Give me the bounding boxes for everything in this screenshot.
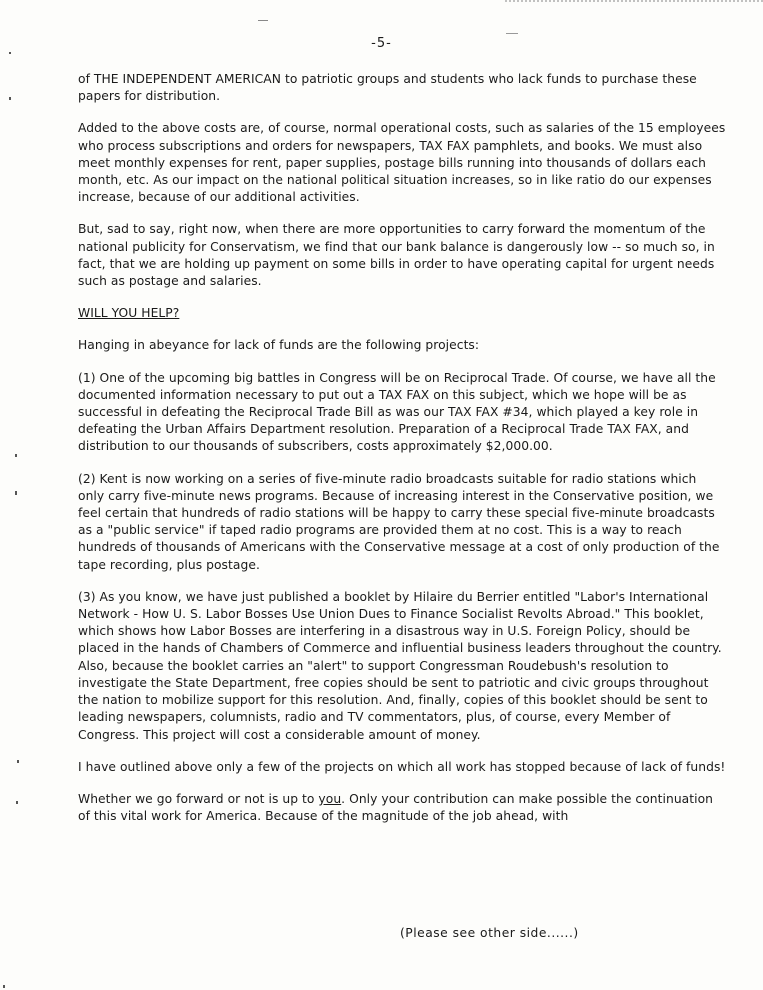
paragraph-project-3: (3) As you know, we have just published a booklet by Hilaire du Berrier entitled "Labor's International Network - How U. S. Labor Bosses Use Union Dues to Finance Socialist Revolts Abroad." This booklet, which shows how Labor Bosses are interfering in a disastrous way in U.S. Foreign Policy, should be placed in the hands of Chambers of Commerce and influential business leaders throughout the country. Also, because the booklet carries an "alert" to support Congressman Roudebush's resolution to investigate the State Department, free copies should be sent to patriotic and civic groups throughout the nation to mobilize support for this resolution. And, finally, copies of this booklet should be sent to leading newspapers, columnists, radio and TV commentators, plus, of course, every Member of Congress. This project will cost a considerable amount of money.	[78, 589, 722, 742]
scan-artifact-dots	[505, 0, 763, 5]
paragraph-work-stopped: I have outlined above only a few of the projects on which all work has stopped because of lack of funds!	[78, 759, 726, 774]
paragraph-appeal	[78, 791, 726, 825]
scan-mark	[17, 760, 19, 763]
paragraph-operational-costs: Added to the above costs are, of course, normal operational costs, such as salaries of the 15 employees who process subscriptions and orders for newspapers, TAX FAX pamphlets, and books. We must also meet monthly expenses for rent, paper supplies, postage bills running into thousands of dollars each month, etc. As our impact on the national political situation increases, so in like ratio do our expenses increase, because of our additional activities.	[78, 121, 726, 205]
scan-mark	[506, 33, 518, 34]
letter-body	[78, 71, 726, 840]
scan-mark	[15, 454, 17, 457]
scan-mark	[3, 985, 5, 988]
scan-mark	[16, 801, 18, 804]
appeal-emphasis: you	[318, 791, 342, 806]
scan-mark	[15, 491, 17, 495]
scan-mark	[9, 52, 11, 54]
scan-mark	[9, 97, 11, 100]
paragraph-bank-balance: But, sad to say, right now, when there are more opportunities to carry forward the momentum of the national publicity for Conservatism, we find that our bank balance is dangerously low -- so much so, in fact, that we are holding up payment on some bills in order to have operating capital for urgent needs such as postage and salaries.	[78, 222, 715, 289]
paragraph-distribution: of THE INDEPENDENT AMERICAN to patriotic groups and students who lack funds to purchase these papers for distribution.	[78, 72, 697, 104]
page-number: -5-	[371, 36, 392, 51]
paragraph-projects-intro: Hanging in abeyance for lack of funds are the following projects:	[78, 338, 480, 353]
scan-mark	[258, 20, 268, 21]
appeal-text-end: . Only your contribution can make possible the continuation of this vital work for America. Because of the magnitude of the job ahead, with	[78, 791, 714, 824]
section-heading: WILL YOU HELP?	[78, 306, 180, 321]
continued-note: (Please see other side......)	[400, 926, 579, 940]
appeal-text-start: Whether we go forward or not is up to	[78, 791, 319, 806]
paragraph-project-2: (2) Kent is now working on a series of five-minute radio broadcasts suitable for radio stations which only carry five-minute news programs. Because of increasing interest in the Conservative position, we feel certain that hundreds of radio stations will be happy to carry these special five-minute broadcasts as a "public service" if taped radio programs are provided them at no cost. This is a way to reach hundreds of thousands of Americans with the Conservative message at a cost of only production of the tape recording, plus postage.	[78, 471, 720, 572]
paragraph-project-1: (1) One of the upcoming big battles in Congress will be on Reciprocal Trade. Of course, we have all the documented information necessary to put out a TAX FAX on this subject, which we hope will be as successful in defeating the Reciprocal Trade Bill as was our TAX FAX #34, which played a key role in defeating the Urban Affairs Department resolution. Preparation of a Reciprocal Trade TAX FAX, and distribution to our thousands of subscribers, costs approximately $2,000.00.	[78, 370, 716, 454]
